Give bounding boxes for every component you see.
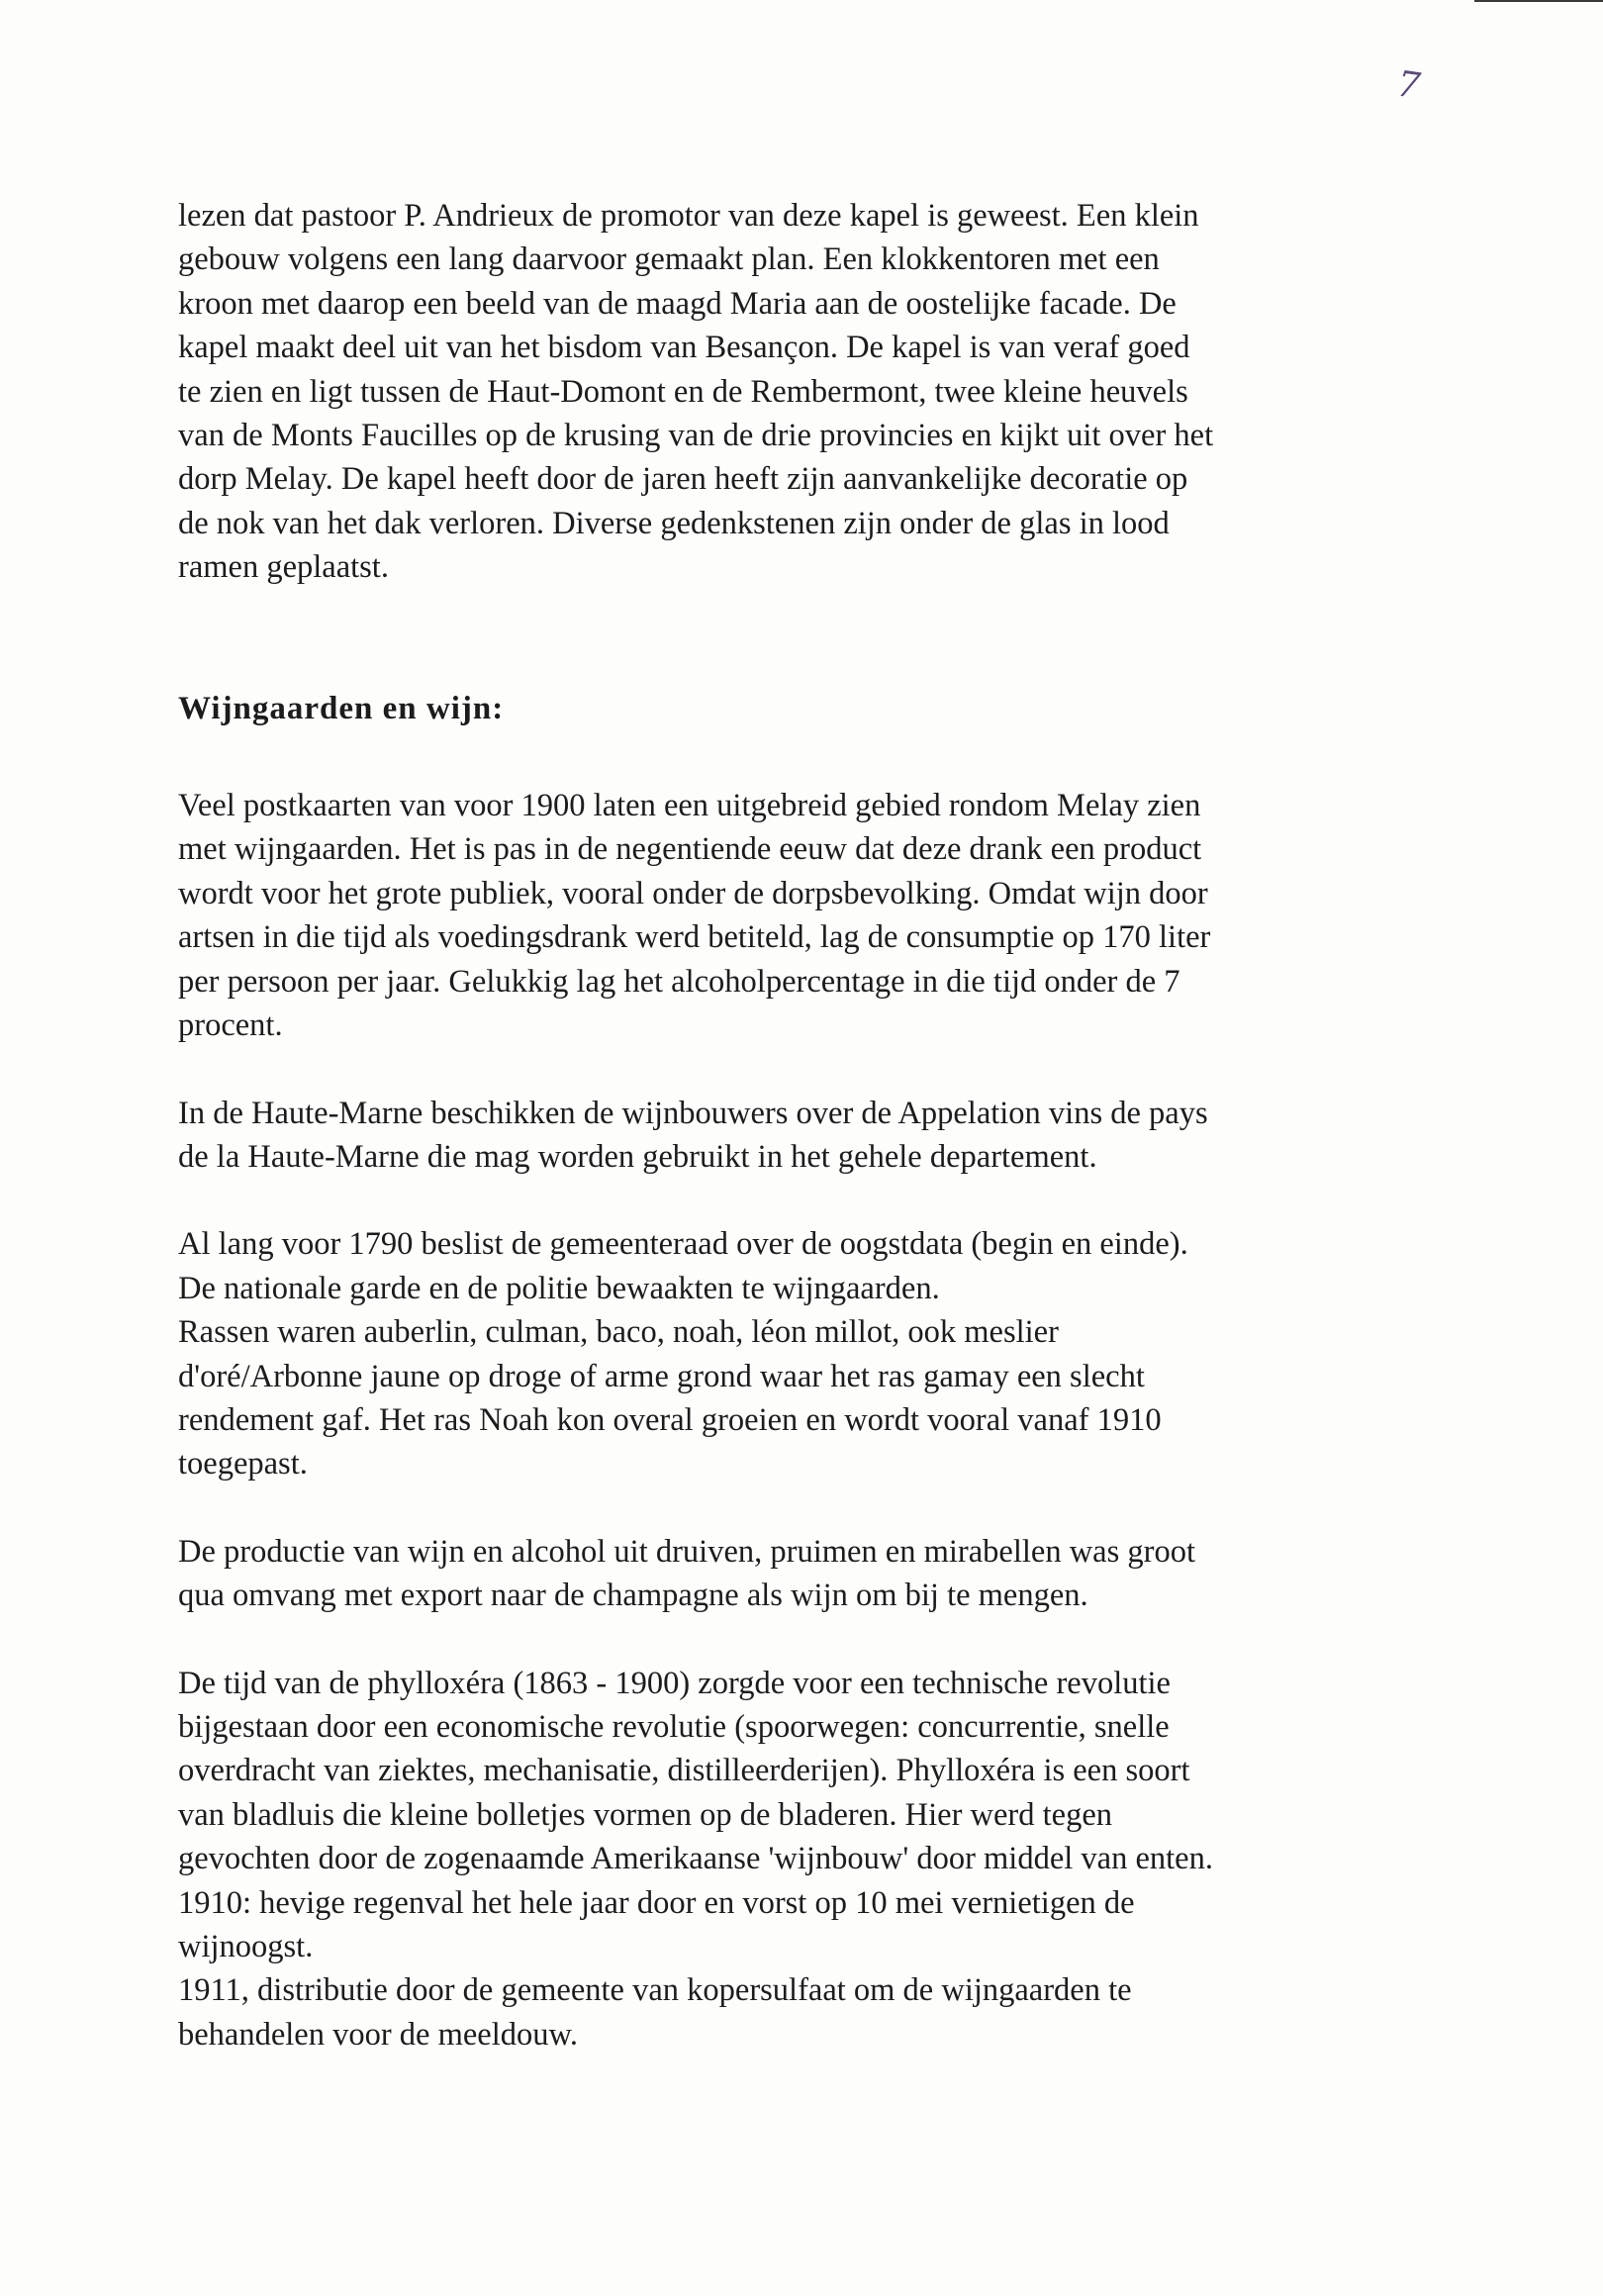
text-line: artsen in die tijd als voedingsdrank werd betiteld, lag de consumptie op 170 liter	[178, 919, 1211, 956]
text-line: 1911, distributie door de gemeente van kopersulfaat om de wijngaarden te	[178, 1972, 1132, 2009]
document-body	[178, 194, 1435, 2057]
text-line: gevochten door de zogenaamde Amerikaanse 'wijnbouw' door middel van enten.	[178, 1841, 1213, 1877]
text-line: procent.	[178, 1007, 283, 1044]
text-line: gebouw volgens een lang daarvoor gemaakt plan. Een klokkentoren met een	[178, 241, 1160, 278]
paragraph-production	[178, 1530, 1435, 1618]
text-line: overdracht van ziektes, mechanisatie, distilleerderijen). Phylloxéra is een soort	[178, 1753, 1190, 1789]
text-line: 1910: hevige regenval het hele jaar door en vorst op 10 mei vernietigen de	[178, 1884, 1135, 1921]
text-line: bijgestaan door een economische revolutie (spoorwegen: concurrentie, snelle	[178, 1708, 1170, 1745]
text-line: De nationale garde en de politie bewaakten te wijngaarden.	[178, 1270, 940, 1306]
scan-edge-line	[1474, 0, 1603, 2]
text-line: De productie van wijn en alcohol uit druiven, pruimen en mirabellen was groot	[178, 1533, 1195, 1570]
text-line: rendement gaf. Het ras Noah kon overal groeien en wordt vooral vanaf 1910	[178, 1401, 1162, 1438]
paragraph-appellation	[178, 1092, 1435, 1180]
paragraph-postcards	[178, 784, 1435, 1047]
text-line: Veel postkaarten van voor 1900 laten een uitgebreid gebied rondom Melay zien	[178, 788, 1201, 824]
text-line: te zien en ligt tussen de Haut-Domont en de Rembermont, twee kleine heuvels	[178, 373, 1188, 410]
text-line: wordt voor het grote publiek, vooral onder de dorpsbevolking. Omdat wijn door	[178, 875, 1208, 911]
text-line: De tijd van de phylloxéra (1863 - 1900) zorgde voor een technische revolutie	[178, 1665, 1171, 1701]
text-line: toegepast.	[178, 1446, 308, 1483]
text-line: qua omvang met export naar de champagne als wijn om bij te mengen.	[178, 1578, 1088, 1614]
text-line: met wijngaarden. Het is pas in de negentiende eeuw dat deze drank een product	[178, 831, 1202, 868]
text-line: de nok van het dak verloren. Diverse gedenkstenen zijn onder de glas in lood	[178, 505, 1170, 541]
text-line: van bladluis die kleine bolletjes vormen op de bladeren. Hier werd tegen	[178, 1796, 1112, 1833]
text-line: ramen geplaatst.	[178, 549, 389, 586]
text-line: kapel maakt deel uit van het bisdom van Besançon. De kapel is van veraf goed	[178, 330, 1190, 366]
text-line: wijnoogst.	[178, 1929, 314, 1964]
text-line: In de Haute-Marne beschikken de wijnbouwers over de Appelation vins de pays	[178, 1095, 1208, 1131]
paragraph-chapel	[178, 194, 1435, 590]
paragraph-harvest	[178, 1222, 1435, 1485]
text-line: kroon met daarop een beeld van de maagd Maria aan de oostelijke facade. De	[178, 285, 1177, 322]
page-number: 7	[1394, 63, 1423, 108]
text-line: per persoon per jaar. Gelukkig lag het alcoholpercentage in die tijd onder de 7	[178, 963, 1180, 1000]
text-line: Al lang voor 1790 beslist de gemeenteraad over de oogstdata (begin en einde).	[178, 1226, 1188, 1263]
text-line: behandelen voor de meeldouw.	[178, 2016, 578, 2053]
text-line: de la Haute-Marne die mag worden gebruikt in het gehele departement.	[178, 1138, 1097, 1175]
paragraph-phylloxera	[178, 1662, 1435, 2057]
text-line: van de Monts Faucilles op de krusing van de drie provincies en kijkt uit over het	[178, 418, 1214, 454]
text-line: dorp Melay. De kapel heeft door de jaren heeft zijn aanvankelijke decoratie op	[178, 461, 1188, 498]
text-line: lezen dat pastoor P. Andrieux de promotor van deze kapel is geweest. Een klein	[178, 198, 1199, 234]
section-heading: Wijngaarden en wijn:	[178, 690, 505, 726]
text-line: Rassen waren auberlin, culman, baco, noah, léon millot, ook meslier	[178, 1314, 1059, 1351]
text-line: d'oré/Arbonne jaune op droge of arme grond waar het ras gamay een slecht	[178, 1358, 1145, 1394]
